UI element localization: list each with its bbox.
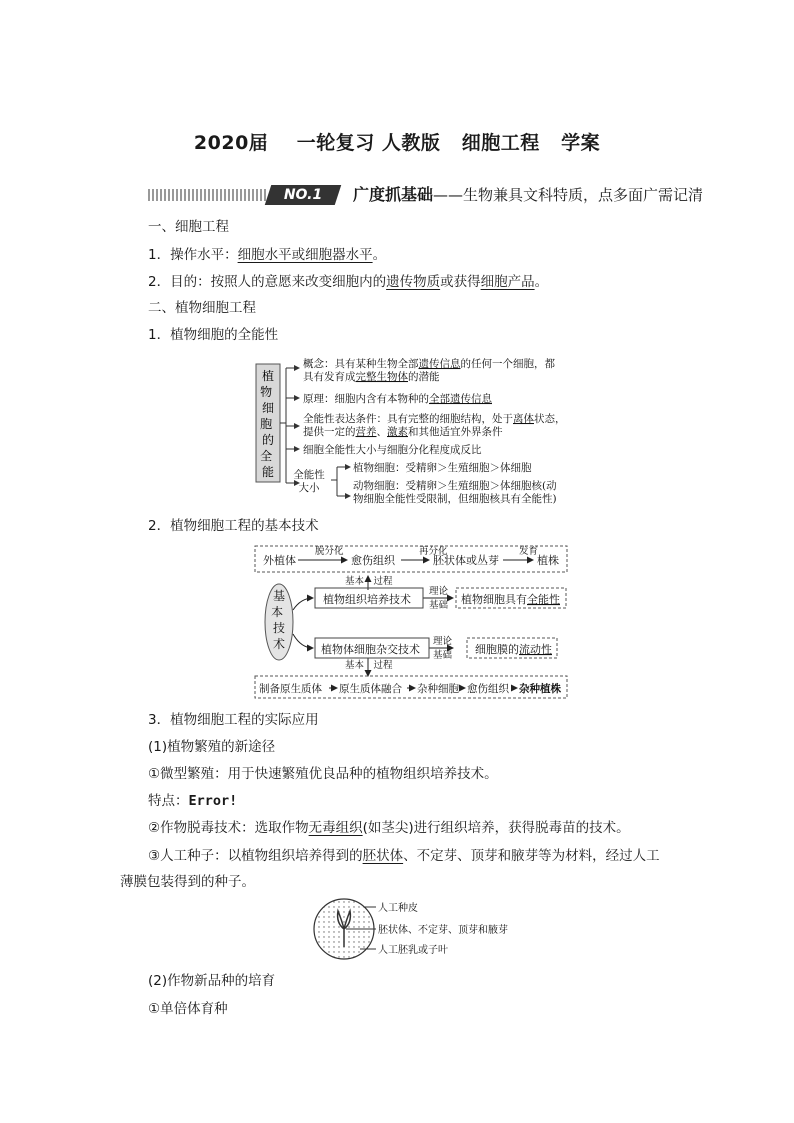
sec1-item2-suffix: 。	[534, 274, 549, 290]
banner-badge	[265, 185, 341, 205]
sec2-sub1: 1．植物细胞的全能性	[148, 327, 279, 343]
tissue-culture-label: 植物组织培养技术	[323, 593, 411, 606]
app-p4-u: 无毒组织	[308, 820, 363, 836]
redifferentiation-label: 再分化	[419, 546, 448, 557]
plant-label: 植株	[537, 554, 559, 567]
seed-label-embryoid: 胚状体、不定芽、顶芽和腋芽	[378, 925, 508, 936]
sec1-item2-mid: 或获得	[440, 274, 481, 290]
sec2-sub2: 2．植物细胞工程的基本技术	[148, 518, 319, 534]
app-p8: ①单倍体育种	[148, 1001, 228, 1017]
dedifferentiation-label: 脱分化	[315, 546, 344, 557]
app-p4	[148, 818, 630, 838]
theory-label-1: 理论	[429, 586, 449, 597]
sec1-item1-value: 细胞水平或细胞器水平	[237, 247, 373, 263]
app-p4-b: (如茎尖)进行组织培养，获得脱毒苗的技术。	[362, 820, 630, 836]
embryoid-label: 胚状体或丛芽	[433, 554, 499, 567]
core-char-4: 术	[272, 637, 286, 651]
core-char-1: 基	[272, 589, 286, 603]
artificial-seed-diagram	[312, 895, 524, 963]
hybrid-plant-label: 杂种植株	[519, 683, 561, 695]
section-banner	[148, 184, 704, 206]
basis-label-1: 基础	[429, 600, 449, 611]
process-label-2: 基本 过程	[345, 660, 393, 671]
banner-text	[353, 184, 703, 206]
sec1-item2-v1: 遗传物质	[386, 274, 441, 290]
sec2-sub3: 3．植物细胞工程的实际应用	[148, 712, 319, 728]
banner-subtitle: ——生物兼具文科特质，点多面广需记清	[433, 186, 704, 204]
size-label-1: 全能性	[293, 469, 325, 481]
root-char-7: 能	[261, 465, 275, 479]
concept-line-2: 具有发育成完整生物体的潜能	[303, 371, 440, 383]
root-char-4: 胞	[260, 417, 273, 431]
explant-label: 外植体	[263, 554, 296, 567]
sec1-item1-suffix: 。	[372, 247, 387, 263]
fluidity-result: 细胞膜的流动性	[475, 643, 552, 656]
principle-line: 原理：细胞内含有本物种的全部遗传信息	[303, 393, 492, 405]
app-p2: ①微型繁殖：用于快速繁殖优良品种的植物组织培养技术。	[148, 766, 498, 782]
callus-label-2: 愈伤组织	[467, 683, 509, 695]
condition-line-2: 提供一定的营养、激素和其他适宜外界条件	[303, 426, 503, 438]
app-p4-a: ②作物脱毒技术：选取作物	[148, 820, 309, 836]
somatic-hybrid-label: 植物体细胞杂交技术	[321, 643, 420, 656]
core-char-3: 技	[272, 621, 286, 635]
app-p6: 薄膜包装得到的种子。	[120, 874, 255, 890]
protoplast-prep-label: 制备原生质体	[259, 683, 322, 695]
plant-cell-line: 植物细胞：受精卵＞生殖细胞＞体细胞	[353, 462, 532, 474]
root-char-5: 的	[261, 433, 275, 447]
concept-line-1: 概念：具有某种生物全部遗传信息的任何一个细胞，都	[303, 358, 555, 370]
ratio-line: 细胞全能性大小与细胞分化程度成反比	[303, 444, 482, 456]
app-p3-error: Error!	[188, 793, 238, 809]
sec1-heading: 一、细胞工程	[148, 219, 229, 235]
hybrid-cell-label: 杂种细胞	[417, 683, 459, 695]
sec1-item2-v2: 细胞产品	[480, 274, 535, 290]
sec1-item1	[148, 245, 386, 265]
seed-label-endosperm: 人工胚乳或子叶	[378, 945, 448, 956]
core-char-2: 本	[271, 605, 284, 619]
banner-heading: 广度抓基础	[353, 185, 434, 204]
root-char-1: 植	[261, 369, 275, 383]
condition-line-1: 全能性表达条件：具有完整的细胞结构，处于离体状态，	[303, 413, 566, 425]
app-p3	[148, 791, 237, 811]
animal-cell-line-1: 动物细胞：受精卵＞生殖细胞＞体细胞核(动	[353, 480, 557, 492]
totipotency-diagram	[253, 350, 583, 508]
process-label-1: 基本 过程	[345, 576, 393, 587]
banner-hatch	[148, 189, 266, 201]
develop-label: 发育	[519, 546, 539, 557]
seed-label-coat: 人工种皮	[378, 903, 418, 914]
callus-label: 愈伤组织	[351, 554, 395, 567]
animal-cell-line-2: 物细胞全能性受限制，但细胞核具有全能性)	[353, 493, 557, 505]
theory-label-2: 理论	[433, 636, 453, 647]
app-p5-a: ③人工种子：以植物组织培养得到的	[148, 848, 363, 864]
root-char-3: 细	[261, 401, 275, 415]
size-label-2: 大小	[298, 482, 320, 494]
banner-badge-label: NO.1	[283, 187, 323, 203]
app-p5	[148, 846, 660, 866]
basis-label-2: 基础	[433, 650, 453, 661]
app-p5-u: 胚状体	[362, 848, 404, 864]
app-p5-b: 、不定芽、顶芽和腋芽等为材料，经过人工	[403, 848, 660, 864]
totipotency-result: 植物细胞具有全能性	[461, 593, 560, 606]
app-p3-a: 特点：	[148, 793, 189, 809]
root-char-2: 物	[260, 385, 273, 399]
basic-technique-diagram	[253, 542, 571, 702]
sec1-item2-prefix: 2．目的：按照人的意愿来改变细胞内的	[148, 274, 387, 290]
root-char-6: 全	[260, 449, 273, 463]
protoplast-fusion-label: 原生质体融合	[339, 683, 402, 695]
document-title: 2020届 一轮复习 人教版 细胞工程 学案	[193, 132, 601, 154]
app-p1: (1)植物繁殖的新途径	[148, 739, 276, 755]
sec2-heading: 二、植物细胞工程	[148, 300, 256, 316]
sec1-item1-prefix: 1．操作水平：	[148, 247, 238, 263]
sec1-item2	[148, 272, 548, 292]
app-p7: (2)作物新品种的培育	[148, 973, 276, 989]
root-label	[260, 368, 276, 479]
